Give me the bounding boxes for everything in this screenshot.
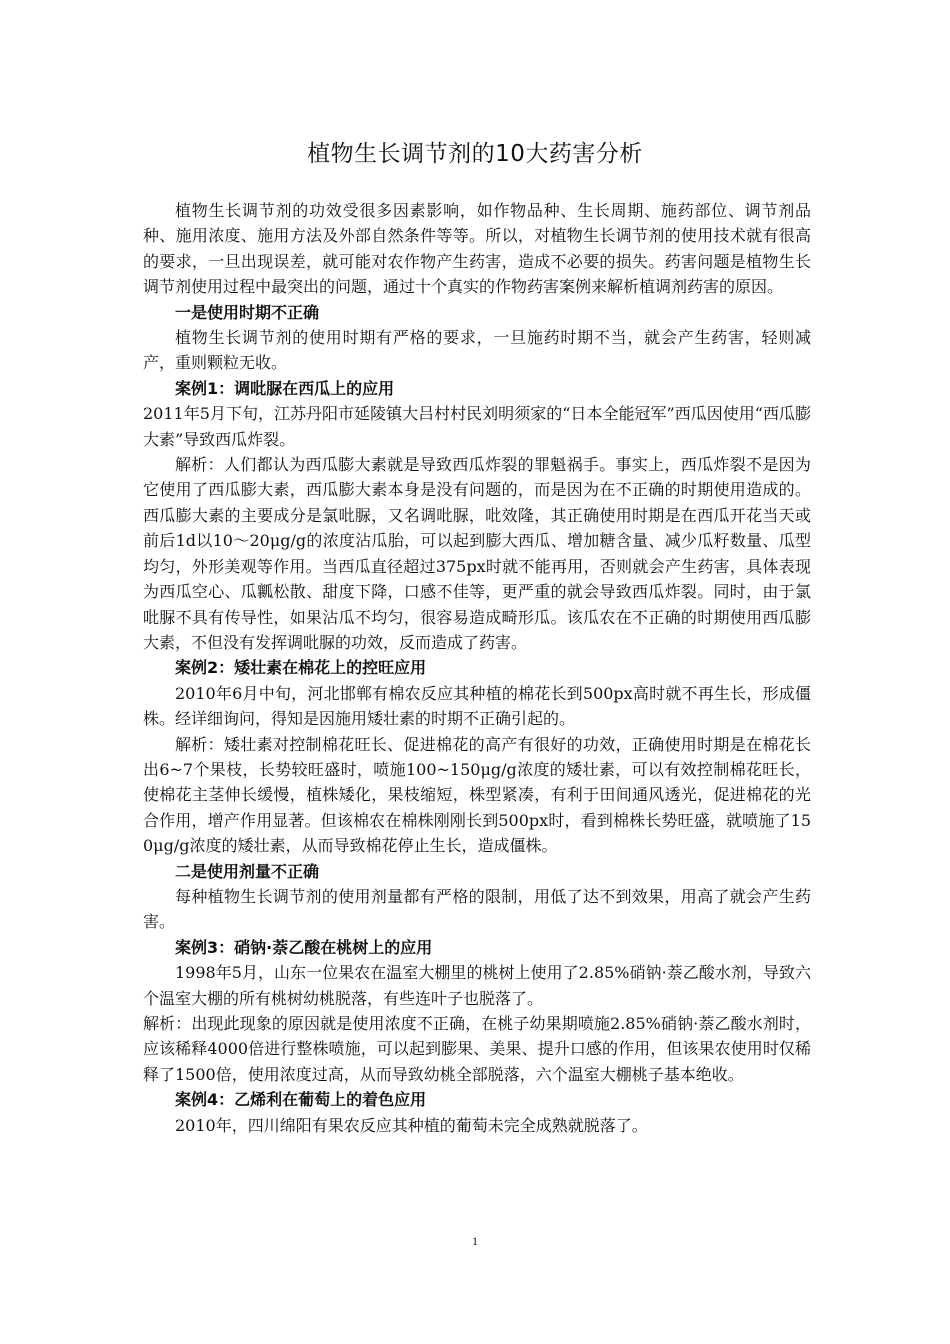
case-1-analysis: 解析：人们都认为西瓜膨大素就是导致西瓜炸裂的罪魁祸手。事实上，西瓜炸裂不是因为它使用了西瓜膨大素，西瓜膨大素本身是没有问题的，而是因为在不正确的时期使用造成的。西瓜膨大素的主要成分是氯吡脲，又名调吡脲，吡效隆，其正确使用时期是在西瓜开花当天或前后1d以10～20μg/g的浓度沾瓜胎，可以起到膨大西瓜、增加糖含量、减少瓜籽数量、瓜型均匀，外形美观等作用。当西瓜直径超过375px时就不能再用，否则就会产生药害，具体表现为西瓜空心、瓜瓤松散、甜度下降，口感不佳等，更严重的就会导致西瓜炸裂。同时，由于氯吡脲不具有传导性，如果沾瓜不均匀，很容易造成畸形瓜。该瓜农在不正确的时期使用西瓜膨大素，不但没有发挥调吡脲的功效，反而造成了药害。: [143, 455, 811, 652]
section-1-paragraph: 植物生长调节剂的使用时期有严格的要求，一旦施药时期不当，就会产生药害，轻则减产，重则颗粒无收。: [143, 328, 811, 373]
case-2-description: 2010年6月中旬，河北邯郸有棉农反应其种植的棉花长到500px高时就不再生长，形成僵株。经详细询问，得知是因施用矮壮素的时期不正确引起的。: [143, 683, 811, 729]
section-heading-2: 二是使用剂量不正确: [175, 861, 320, 881]
page-number: 1: [472, 1234, 478, 1248]
section-2-paragraph: 每种植物生长调节剂的使用剂量都有严格的限制，用低了达不到效果，用高了就会产生药害。: [143, 886, 811, 932]
case-1-description: 2011年5月下旬，江苏丹阳市延陵镇大吕村村民刘明须家的“日本全能冠军”西瓜因使用“西瓜膨大素”导致西瓜炸裂。: [143, 404, 811, 449]
case-4-heading: 案例4：乙烯利在葡萄上的着色应用: [175, 1090, 427, 1110]
document-title: 植物生长调节剂的10大药害分析: [307, 141, 643, 167]
case-3-analysis: 解析：出现此现象的原因就是使用浓度不正确，在桃子幼果期喷施2.85%硝钠·萘乙酸水剂时，应该稀释4000倍进行整株喷施，可以起到膨果、美果、提升口感的作用，但该果农使用时仅稀释了1500倍，使用浓度过高，从而导致幼桃全部脱落，六个温室大棚桃子基本绝收。: [143, 1014, 811, 1084]
case-3-description: 1998年5月，山东一位果农在温室大棚里的桃树上使用了2.85%硝钠·萘乙酸水剂，导致六个温室大棚的所有桃树幼桃脱落，有些连叶子也脱落了。: [143, 963, 811, 1008]
case-3-heading: 案例3：硝钠·萘乙酸在桃树上的应用: [175, 937, 433, 957]
case-2-heading: 案例2：矮壮素在棉花上的控旺应用: [175, 658, 427, 678]
document-body: [143, 198, 811, 1138]
case-4-description: 2010年，四川绵阳有果农反应其种植的葡萄未完全成熟就脱落了。: [175, 1115, 648, 1135]
case-1-heading: 案例1：调吡脲在西瓜上的应用: [175, 378, 395, 398]
intro-paragraph: 植物生长调节剂的功效受很多因素影响，如作物品种、生长周期、施药部位、调节剂品种、施用浓度、施用方法及外部自然条件等等。所以，对植物生长调节剂的使用技术就有很高的要求，一旦出现误差，就可能对农作物产生药害，造成不必要的损失。药害问题是植物生长调节剂使用过程中最突出的问题，通过十个真实的作物药害案例来解析植调剂药害的原因。: [143, 201, 811, 297]
section-heading-1: 一是使用时期不正确: [175, 302, 320, 322]
case-2-analysis: 解析：矮壮素对控制棉花旺长、促进棉花的高产有很好的功效，正确使用时期是在棉花长出6~7个果枝，长势较旺盛时，喷施100~150μg/g浓度的矮壮素，可以有效控制棉花旺长，使棉花主茎伸长缓慢，植株矮化，果枝缩短，株型紧凑，有利于田间通风透光，促进棉花的光合作用，增产作用显著。但该棉农在棉株刚刚长到500px时，看到棉株长势旺盛，就喷施了150μg/g浓度的矮壮素，从而导致棉花停止生长，造成僵株。: [143, 734, 811, 856]
